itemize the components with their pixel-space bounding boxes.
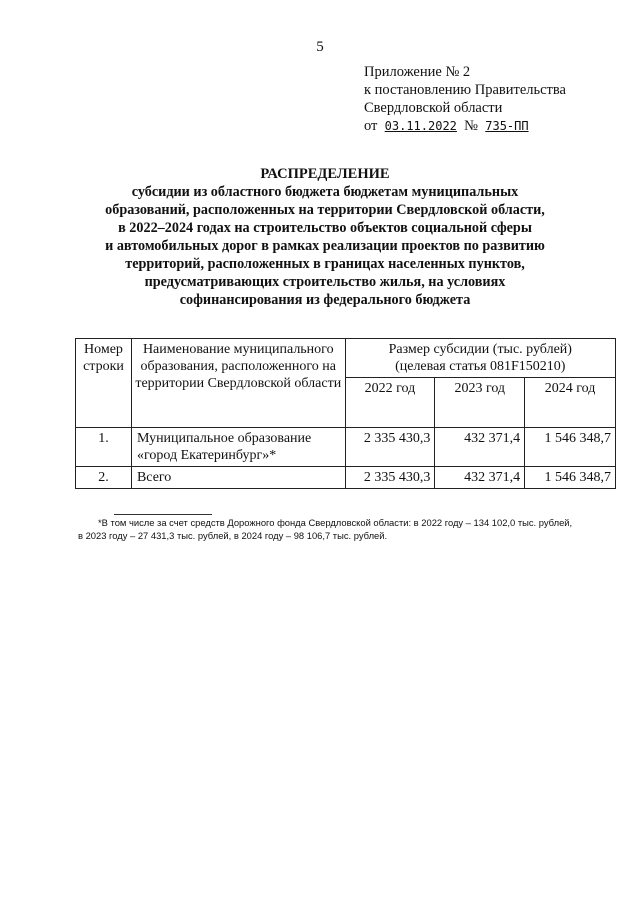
value-2022: 2 335 430,3 [345,428,435,467]
title-line: территорий, расположенных в границах населенных пунктов, [125,256,525,272]
table-header-row [76,339,616,378]
title-line: субсидии из областного бюджета бюджетам муниципальных [131,184,519,200]
distribution-table [75,338,616,489]
footnote-divider [114,514,212,515]
resolution-number: 735-ПП [485,119,529,133]
resolution-date: 03.11.2022 [384,119,457,133]
header-year: 2023 год [435,378,525,428]
value-2022: 2 335 430,3 [345,467,435,489]
title-line: и автомобильных дорог в рамках реализации проектов по развитию [105,238,545,254]
value-2023: 432 371,4 [435,467,525,489]
number-sign: № [464,118,478,134]
municipality-name: Всего [131,467,345,489]
date-prefix: от [364,118,378,134]
footnote-line-1: *В том числе за счет средств Дорожного фонда Свердловской области: в 2022 году – 134 102,0 тыс. рублей, [98,517,573,528]
appendix-date-line [364,117,566,135]
appendix-line-1: Приложение № 2 [364,64,471,80]
value-2024: 1 546 348,7 [525,467,616,489]
header-row-number: Номер строки [76,339,132,428]
title-line: в 2022–2024 годах на строительство объектов социальной сферы [118,220,532,236]
header-year: 2024 год [525,378,616,428]
footnote-line-2: в 2023 году – 27 431,3 тыс. рублей, в 2024 году – 98 106,7 тыс. рублей. [78,530,388,541]
value-2023: 432 371,4 [435,428,525,467]
row-number: 2. [76,467,132,489]
header-municipality-name: Наименование муниципального образования, расположенного на территории Свердловской области [131,339,345,428]
header-subsidy-title: Размер субсидии (тыс. рублей) [388,342,572,357]
row-number: 1. [76,428,132,467]
document-title [60,165,590,309]
appendix-line-3: Свердловской области [364,100,503,116]
footnote [78,516,618,542]
value-2024: 1 546 348,7 [525,428,616,467]
title-line: софинансирования из федерального бюджета [179,292,471,308]
title-main: РАСПРЕДЕЛЕНИЕ [260,166,390,182]
header-year: 2022 год [345,378,435,428]
appendix-header [364,63,566,135]
title-line: предусматривающих строительство жилья, на условиях [144,274,506,290]
page-number: 5 [316,39,324,55]
title-line: образований, расположенных на территории Свердловской области, [105,202,545,218]
header-subsidy-article: (целевая статья 081F150210) [395,359,566,374]
header-subsidy-size [345,339,615,378]
table-row-total [76,467,616,489]
table-row [76,428,616,467]
municipality-name: Муниципальное образование «город Екатеринбург»* [131,428,345,467]
appendix-line-2: к постановлению Правительства [364,82,566,98]
